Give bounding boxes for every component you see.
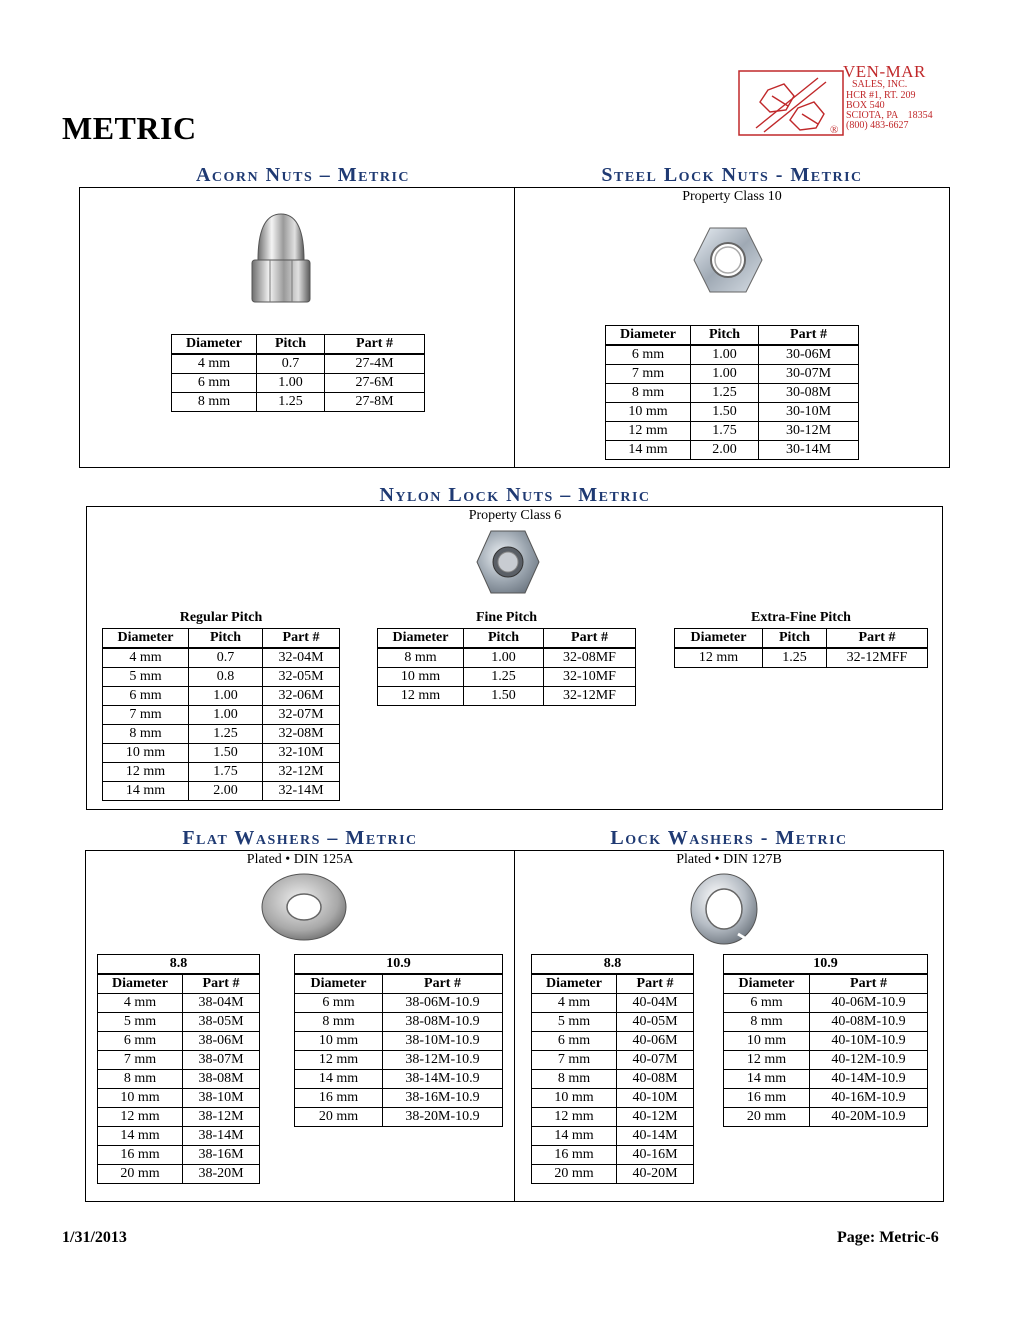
column-header: Diameter [295, 974, 383, 994]
table-cell: 30-12M [759, 422, 859, 441]
table-cell: 1.00 [691, 345, 759, 365]
table-cell: 4 mm [172, 354, 257, 374]
logo-line: BOX 540 [846, 100, 885, 111]
acorn-nut-icon [248, 210, 314, 306]
column-header: Diameter [172, 335, 257, 355]
footer-date: 1/31/2013 [62, 1229, 127, 1246]
table-cell: 7 mm [98, 1051, 183, 1070]
table-cell: 8 mm [606, 384, 691, 403]
table-cell: 20 mm [98, 1165, 183, 1184]
table-row [295, 1070, 503, 1089]
table-cell: 10 mm [295, 1032, 383, 1051]
table-cell: 16 mm [98, 1146, 183, 1165]
table-row [532, 1146, 694, 1165]
table-row [103, 706, 340, 725]
table-cell: 14 mm [98, 1127, 183, 1146]
grade-header: 10.9 [724, 955, 928, 975]
table-cell: 10 mm [378, 668, 464, 687]
table-cell: 16 mm [295, 1089, 383, 1108]
table-cell: 14 mm [724, 1070, 810, 1089]
table-row [532, 1165, 694, 1184]
table-cell: 12 mm [103, 763, 189, 782]
table-cell: 32-14M [263, 782, 340, 801]
table-row [295, 994, 503, 1013]
table-row [532, 1051, 694, 1070]
table-row [103, 687, 340, 706]
table-row [103, 763, 340, 782]
table-cell: 14 mm [532, 1127, 617, 1146]
table-cell: 7 mm [532, 1051, 617, 1070]
table-cell: 38-20M [183, 1165, 260, 1184]
grade-header: 8.8 [98, 955, 260, 975]
hex-lock-nut-icon [692, 222, 764, 298]
table-cell: 1.50 [189, 744, 263, 763]
table-cell: 38-10M-10.9 [383, 1032, 503, 1051]
table-cell: 40-20M-10.9 [810, 1108, 928, 1127]
column-header: Part # [617, 974, 694, 994]
table-cell: 40-06M [617, 1032, 694, 1051]
nylon-subcaption: Property Class 6 [468, 508, 562, 523]
table-cell: 38-16M [183, 1146, 260, 1165]
table-cell: 1.00 [464, 648, 544, 668]
table-row [295, 1032, 503, 1051]
table-cell: 12 mm [98, 1108, 183, 1127]
table-cell: 6 mm [606, 345, 691, 365]
column-header: Pitch [691, 326, 759, 346]
table-cell: 40-12M-10.9 [810, 1051, 928, 1070]
table-cell: 40-16M-10.9 [810, 1089, 928, 1108]
table-cell: 1.25 [189, 725, 263, 744]
logo-line: SALES, INC. [852, 79, 908, 90]
table-cell: 1.00 [257, 374, 325, 393]
table-row [295, 1013, 503, 1032]
table-cell: 0.7 [189, 648, 263, 668]
table-cell: 38-05M [183, 1013, 260, 1032]
table-cell: 6 mm [98, 1032, 183, 1051]
table-cell: 30-08M [759, 384, 859, 403]
table-cell: 6 mm [532, 1032, 617, 1051]
table-cell: 10 mm [98, 1089, 183, 1108]
table-cell: 5 mm [103, 668, 189, 687]
table-cell: 14 mm [295, 1070, 383, 1089]
table-row [103, 744, 340, 763]
regular-pitch-title: Regular Pitch [179, 610, 263, 625]
table-cell: 14 mm [606, 441, 691, 460]
table-cell: 38-12M [183, 1108, 260, 1127]
table-row [532, 1032, 694, 1051]
table-cell: 38-12M-10.9 [383, 1051, 503, 1070]
footer-page-number: Page: Metric-6 [837, 1229, 939, 1246]
column-header: Pitch [257, 335, 325, 355]
table-cell: 38-06M-10.9 [383, 994, 503, 1013]
table-cell: 32-05M [263, 668, 340, 687]
column-header: Part # [827, 629, 928, 649]
table-cell: 32-07M [263, 706, 340, 725]
flat-washers-10-9-table [294, 954, 503, 1127]
flat-washer-icon [260, 872, 348, 942]
fine-pitch-title: Fine Pitch [475, 610, 538, 625]
table-cell: 38-20M-10.9 [383, 1108, 503, 1127]
table-row [378, 687, 636, 706]
table-row [606, 345, 859, 365]
grade-header: 10.9 [295, 955, 503, 975]
table-row [532, 1013, 694, 1032]
table-cell: 38-08M-10.9 [383, 1013, 503, 1032]
column-header: Part # [263, 629, 340, 649]
table-cell: 12 mm [532, 1108, 617, 1127]
table-cell: 20 mm [724, 1108, 810, 1127]
flat-washers-8-8-table [97, 954, 260, 1184]
table-cell: 1.75 [189, 763, 263, 782]
nylon-lock-nuts-heading: Nylon Lock Nuts – Metric [379, 484, 651, 506]
table-cell: 0.7 [257, 354, 325, 374]
table-row [606, 403, 859, 422]
table-cell: 8 mm [172, 393, 257, 412]
table-row [98, 1108, 260, 1127]
table-cell: 27-4M [325, 354, 425, 374]
table-row [724, 1013, 928, 1032]
table-cell: 40-12M [617, 1108, 694, 1127]
column-header: Diameter [532, 974, 617, 994]
table-cell: 32-08M [263, 725, 340, 744]
table-cell: 30-14M [759, 441, 859, 460]
table-cell: 32-04M [263, 648, 340, 668]
column-header: Pitch [763, 629, 827, 649]
column-header: Diameter [675, 629, 763, 649]
extra-fine-pitch-title: Extra-Fine Pitch [751, 610, 851, 625]
table-row [295, 1051, 503, 1070]
table-row [103, 782, 340, 801]
steel-lock-nuts-table [605, 325, 859, 460]
table-row [532, 1127, 694, 1146]
table-cell: 1.25 [691, 384, 759, 403]
table-row [724, 994, 928, 1013]
table-cell: 38-14M-10.9 [383, 1070, 503, 1089]
page-title: METRIC [62, 110, 197, 146]
table-cell: 32-12M [263, 763, 340, 782]
steel-subcaption: Property Class 10 [682, 189, 782, 204]
table-row [98, 1165, 260, 1184]
table-row [724, 1051, 928, 1070]
table-cell: 5 mm [98, 1013, 183, 1032]
table-cell: 38-06M [183, 1032, 260, 1051]
table-cell: 4 mm [532, 994, 617, 1013]
table-cell: 40-14M [617, 1127, 694, 1146]
table-row [724, 1032, 928, 1051]
table-row [532, 1089, 694, 1108]
table-cell: 5 mm [532, 1013, 617, 1032]
table-cell: 38-08M [183, 1070, 260, 1089]
nylon-extra-fine-table [674, 628, 928, 668]
table-cell: 40-14M-10.9 [810, 1070, 928, 1089]
acorn-nuts-heading: Acorn Nuts – Metric [195, 164, 411, 186]
column-header: Part # [759, 326, 859, 346]
table-row [98, 1051, 260, 1070]
table-row [172, 374, 425, 393]
table-cell: 32-06M [263, 687, 340, 706]
table-row [172, 393, 425, 412]
logo-line: HCR #1, RT. 209 [846, 90, 916, 101]
table-cell: 12 mm [675, 648, 763, 668]
table-row [606, 441, 859, 460]
table-cell: 8 mm [378, 648, 464, 668]
table-cell: 38-07M [183, 1051, 260, 1070]
table-cell: 6 mm [295, 994, 383, 1013]
table-cell: 2.00 [189, 782, 263, 801]
column-header: Part # [183, 974, 260, 994]
table-cell: 32-10M [263, 744, 340, 763]
table-row [98, 1013, 260, 1032]
table-cell: 8 mm [295, 1013, 383, 1032]
table-row [532, 994, 694, 1013]
table-row [724, 1089, 928, 1108]
table-row [675, 648, 928, 668]
table-row [98, 994, 260, 1013]
table-cell: 7 mm [103, 706, 189, 725]
table-cell: 1.00 [189, 706, 263, 725]
column-header: Diameter [606, 326, 691, 346]
column-header: Diameter [103, 629, 189, 649]
table-row [295, 1108, 503, 1127]
table-cell: 40-10M [617, 1089, 694, 1108]
registered-mark: ® [830, 124, 839, 136]
grade-header: 8.8 [532, 955, 694, 975]
nylon-fine-table [377, 628, 636, 706]
lock-washers-10-9-table [723, 954, 928, 1127]
table-cell: 32-08MF [544, 648, 636, 668]
table-cell: 12 mm [295, 1051, 383, 1070]
table-row [103, 725, 340, 744]
table-cell: 40-10M-10.9 [810, 1032, 928, 1051]
table-cell: 30-10M [759, 403, 859, 422]
acorn-nuts-table [171, 334, 425, 412]
table-cell: 12 mm [378, 687, 464, 706]
panel-divider [514, 187, 515, 468]
table-row [606, 422, 859, 441]
table-cell: 8 mm [98, 1070, 183, 1089]
table-row [98, 1089, 260, 1108]
column-header: Diameter [378, 629, 464, 649]
table-cell: 40-05M [617, 1013, 694, 1032]
table-cell: 6 mm [724, 994, 810, 1013]
nylon-lock-nut-icon [475, 527, 541, 597]
table-cell: 1.50 [691, 403, 759, 422]
table-cell: 40-06M-10.9 [810, 994, 928, 1013]
table-cell: 8 mm [724, 1013, 810, 1032]
table-cell: 8 mm [103, 725, 189, 744]
flat-washers-heading: Flat Washers – Metric [182, 827, 418, 849]
table-row [532, 1108, 694, 1127]
table-cell: 40-20M [617, 1165, 694, 1184]
table-cell: 32-12MF [544, 687, 636, 706]
logo-company-name: VEN-MAR [843, 62, 926, 81]
table-cell: 1.25 [763, 648, 827, 668]
table-row [98, 1146, 260, 1165]
table-cell: 16 mm [532, 1146, 617, 1165]
table-cell: 12 mm [606, 422, 691, 441]
table-cell: 27-8M [325, 393, 425, 412]
panel-divider [514, 850, 515, 1202]
table-cell: 40-16M [617, 1146, 694, 1165]
column-header: Pitch [189, 629, 263, 649]
table-cell: 10 mm [532, 1089, 617, 1108]
logo-line: SCIOTA, PA 18354 [846, 110, 933, 121]
table-row [98, 1070, 260, 1089]
table-cell: 30-06M [759, 345, 859, 365]
table-row [378, 668, 636, 687]
steel-lock-nuts-heading: Steel Lock Nuts - Metric [601, 164, 863, 186]
column-header: Part # [810, 974, 928, 994]
column-header: Pitch [464, 629, 544, 649]
table-cell: 12 mm [724, 1051, 810, 1070]
table-cell: 2.00 [691, 441, 759, 460]
table-row [606, 384, 859, 403]
table-cell: 1.00 [189, 687, 263, 706]
table-cell: 32-12MFF [827, 648, 928, 668]
column-header: Part # [325, 335, 425, 355]
table-cell: 38-04M [183, 994, 260, 1013]
table-row [98, 1127, 260, 1146]
table-cell: 10 mm [103, 744, 189, 763]
column-header: Part # [383, 974, 503, 994]
table-row [103, 648, 340, 668]
table-row [378, 648, 636, 668]
table-cell: 10 mm [724, 1032, 810, 1051]
table-cell: 4 mm [103, 648, 189, 668]
table-cell: 6 mm [103, 687, 189, 706]
table-cell: 38-14M [183, 1127, 260, 1146]
table-cell: 30-07M [759, 365, 859, 384]
table-cell: 1.25 [257, 393, 325, 412]
table-cell: 1.75 [691, 422, 759, 441]
column-header: Diameter [724, 974, 810, 994]
logo-line: (800) 483-6627 [846, 120, 909, 131]
table-cell: 40-08M [617, 1070, 694, 1089]
column-header: Diameter [98, 974, 183, 994]
table-cell: 14 mm [103, 782, 189, 801]
table-cell: 40-04M [617, 994, 694, 1013]
table-row [606, 365, 859, 384]
table-cell: 0.8 [189, 668, 263, 687]
table-cell: 10 mm [606, 403, 691, 422]
table-cell: 1.25 [464, 668, 544, 687]
table-row [98, 1032, 260, 1051]
flat-washers-subcaption: Plated • DIN 125A [246, 852, 354, 867]
table-cell: 6 mm [172, 374, 257, 393]
table-cell: 40-08M-10.9 [810, 1013, 928, 1032]
table-cell: 8 mm [532, 1070, 617, 1089]
table-cell: 16 mm [724, 1089, 810, 1108]
table-cell: 4 mm [98, 994, 183, 1013]
lock-washers-heading: Lock Washers - Metric [610, 827, 848, 849]
table-cell: 38-16M-10.9 [383, 1089, 503, 1108]
table-row [532, 1070, 694, 1089]
table-row [172, 354, 425, 374]
table-cell: 27-6M [325, 374, 425, 393]
lock-washer-icon [688, 870, 760, 948]
table-cell: 1.50 [464, 687, 544, 706]
table-row [295, 1089, 503, 1108]
lock-washers-subcaption: Plated • DIN 127B [676, 852, 782, 867]
table-row [724, 1108, 928, 1127]
table-cell: 38-10M [183, 1089, 260, 1108]
table-cell: 32-10MF [544, 668, 636, 687]
table-cell: 20 mm [295, 1108, 383, 1127]
table-cell: 1.00 [691, 365, 759, 384]
lock-washers-8-8-table [531, 954, 694, 1184]
table-row [103, 668, 340, 687]
table-cell: 7 mm [606, 365, 691, 384]
table-cell: 40-07M [617, 1051, 694, 1070]
column-header: Part # [544, 629, 636, 649]
table-row [724, 1070, 928, 1089]
table-cell: 20 mm [532, 1165, 617, 1184]
nylon-regular-table [102, 628, 340, 801]
